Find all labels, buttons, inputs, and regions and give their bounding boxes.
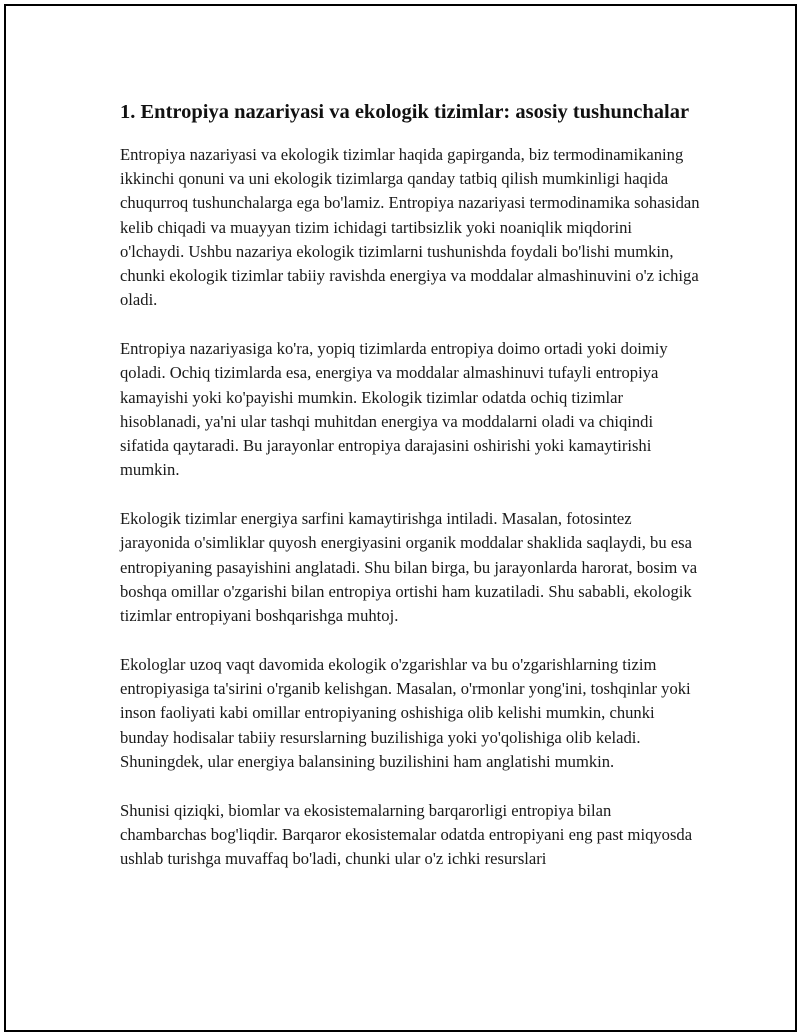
paragraph-1: Entropiya nazariyasi va ekologik tizimlar haqida gapirganda, biz termodinamikaning ikkinchi qonuni va uni ekologik tizimlarga qanday tatbiq qilish mumkinligi haqida chuqurroq tushunchalarga ega bo'lamiz. Entropiya nazariyasi termodinamika sohasidan kelib chiqadi va muayyan tizim ichidagi tartibsizlik yoki noaniqlik miqdorini o'lchaydi. Ushbu nazariya ekologik tizimlarni tushunishda foydali bo'lishi mumkin, chunki ekologik tizimlar tabiiy ravishda energiya va moddalar almashinuvini o'z ichiga oladi. [120, 145, 700, 310]
paragraph-4: Ekologlar uzoq vaqt davomida ekologik o'zgarishlar va bu o'zgarishlarning tizim entropiyasiga ta'sirini o'rganib kelishgan. Masalan, o'rmonlar yong'ini, toshqinlar yoki inson faoliyati kabi omillar entropiyaning oshishiga olib kelishi mumkin, chunki bunday hodisalar tabiiy resurslarning buzilishiga yoki yo'qolishiga olib keladi. Shuningdek, ular energiya balansining buzilishini ham anglatishi mumkin. [120, 655, 691, 771]
section-heading: 1. Entropiya nazariyasi va ekologik tizimlar: asosiy tushunchalar [120, 101, 690, 123]
page-frame [4, 4, 797, 1032]
paragraph-2: Entropiya nazariyasiga ko'ra, yopiq tizimlarda entropiya doimo ortadi yoki doimiy qoladi. Ochiq tizimlarda esa, energiya va moddalar almashinuvi tufayli entropiya kamayishi yoki ko'payishi mumkin. Ekologik tizimlar odatda ochiq tizimlar hisoblanadi, ya'ni ular tashqi muhitdan energiya va moddalarni oladi va chiqindi sifatida qaytaradi. Bu jarayonlar entropiya darajasini oshirishi yoki kamaytirishi mumkin. [120, 339, 668, 480]
paragraph-3: Ekologik tizimlar energiya sarfini kamaytirishga intiladi. Masalan, fotosintez jarayonida o'simliklar quyosh energiyasini organik moddalar shaklida saqlaydi, bu esa entropiyaning pasayishini anglatadi. Shu bilan birga, bu jarayonlarda harorat, bosim va boshqa omillar o'zgarishi bilan entropiya ortishi ham kuzatiladi. Shu sababli, ekologik tizimlar entropiyani boshqarishga muhtoj. [120, 509, 698, 626]
paragraph-5: Shunisi qiziqki, biomlar va ekosistemalarning barqarorligi entropiya bilan chambarchas bog'liqdir. Barqaror ekosistemalar odatda entropiyani eng past miqyosda ushlab turishga muvaffaq bo'ladi, chunki ular o'z ichki resurslari [120, 800, 693, 869]
document-content [120, 98, 700, 896]
